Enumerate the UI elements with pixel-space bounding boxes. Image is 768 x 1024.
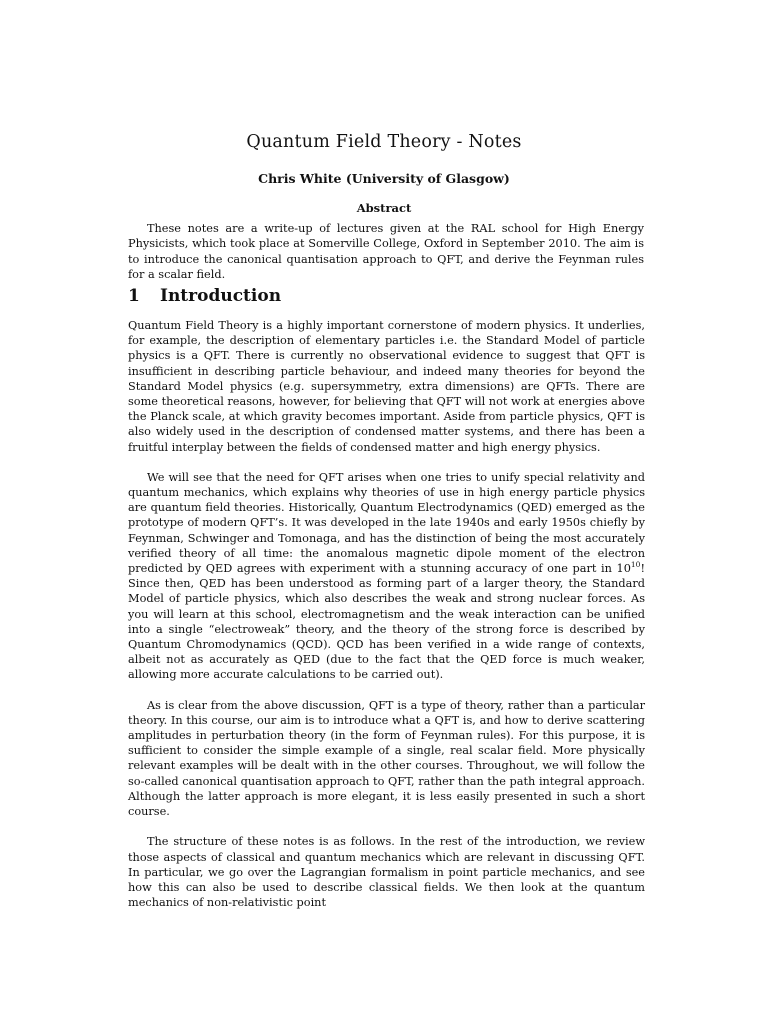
section-heading xyxy=(128,286,644,306)
abstract-heading: Abstract xyxy=(356,201,412,215)
paragraph-3: As is clear from the above discussion, QFT is a type of theory, rather than a particular theory. In this course, our aim is to introduce what a QFT is, and how to derive scattering amplitudes in perturbation theory (in the form of Feynman rules). For this purpose, it is sufficient to consider the simple example of a single, real scalar field. More physically relevant examples will be dealt with in the other courses. Throughout, we will follow the so-called canonical quantisation approach to QFT, rather than the path integral approach. Although the latter approach is more elegant, it is less easily presented in such a short course. xyxy=(128,698,645,819)
paragraph-4: The structure of these notes is as follows. In the rest of the introduction, we review those aspects of classical and quantum mechanics which are relevant in discussing QFT. In particular, we go over the Lagrangian formalism in point particle mechanics, and see how this can also be used to describe classical fields. We then look at the quantum mechanics of non-relativistic point xyxy=(128,835,645,910)
section-body xyxy=(128,318,645,925)
paragraph-2-text-before: We will see that the need for QFT arises when one tries to unify special relativity and quantum mechanics, which explains why theories of use in high energy particle physics are quantum field theories. Historically, Quantum Electrodynamics (QED) emerged as the prototype of modern QFT’s. It was developed in the late 1940s and early 1950s chiefly by Feynman, Schwinger and Tomonaga, and has the distinction of being the most accurately verified theory of all time: the anomalous magnetic dipole moment of the electron predicted by QED agrees with experiment with a stunning accuracy of one part in 10 xyxy=(128,470,645,576)
paragraph-2 xyxy=(128,470,645,683)
paragraph-2-text-after: ! Since then, QED has been understood as forming part of a larger theory, the Standard Model of particle physics, which also describes the weak and strong nuclear forces. As you will learn at this school, electromagnetism and the weak interaction can be unified into a single “electroweak” theory, and the theory of the strong force is described by Quantum Chromodynamics (QCD). QCD has been verified in a wide range of contexts, albeit not as accurately as QED (due to the fact that the QED force is much weaker, allowing more accurate calculations to be carried out). xyxy=(128,562,645,682)
abstract-text: These notes are a write-up of lectures given at the RAL school for High Energy Physicists, which took place at Somerville College, Oxford in September 2010. The aim is to introduce the canonical quantisation approach to QFT, and derive the Feynman rules for a scalar field. xyxy=(128,222,644,281)
paragraph-1: Quantum Field Theory is a highly important cornerstone of modern physics. It underlies, for example, the description of elementary particles i.e. the Standard Model of particle physics is a QFT. There is currently no observational evidence to suggest that QFT is insufficient in describing particle behaviour, and indeed many theories for beyond the Standard Model physics (e.g. supersymmetry, extra dimensions) are QFTs. There are some theoretical reasons, however, for believing that QFT will not work at energies above the Planck scale, at which gravity becomes important. Aside from particle physics, QFT is also widely used in the description of condensed matter systems, and there has been a fruitful interplay between the fields of condensed matter and high energy physics. xyxy=(128,319,645,454)
exponent: 10 xyxy=(630,560,641,570)
paper-author: Chris White (University of Glasgow) xyxy=(258,171,510,186)
paper-title: Quantum Field Theory - Notes xyxy=(246,132,522,152)
section-number: 1 xyxy=(128,286,140,306)
section-title: Introduction xyxy=(160,286,282,306)
